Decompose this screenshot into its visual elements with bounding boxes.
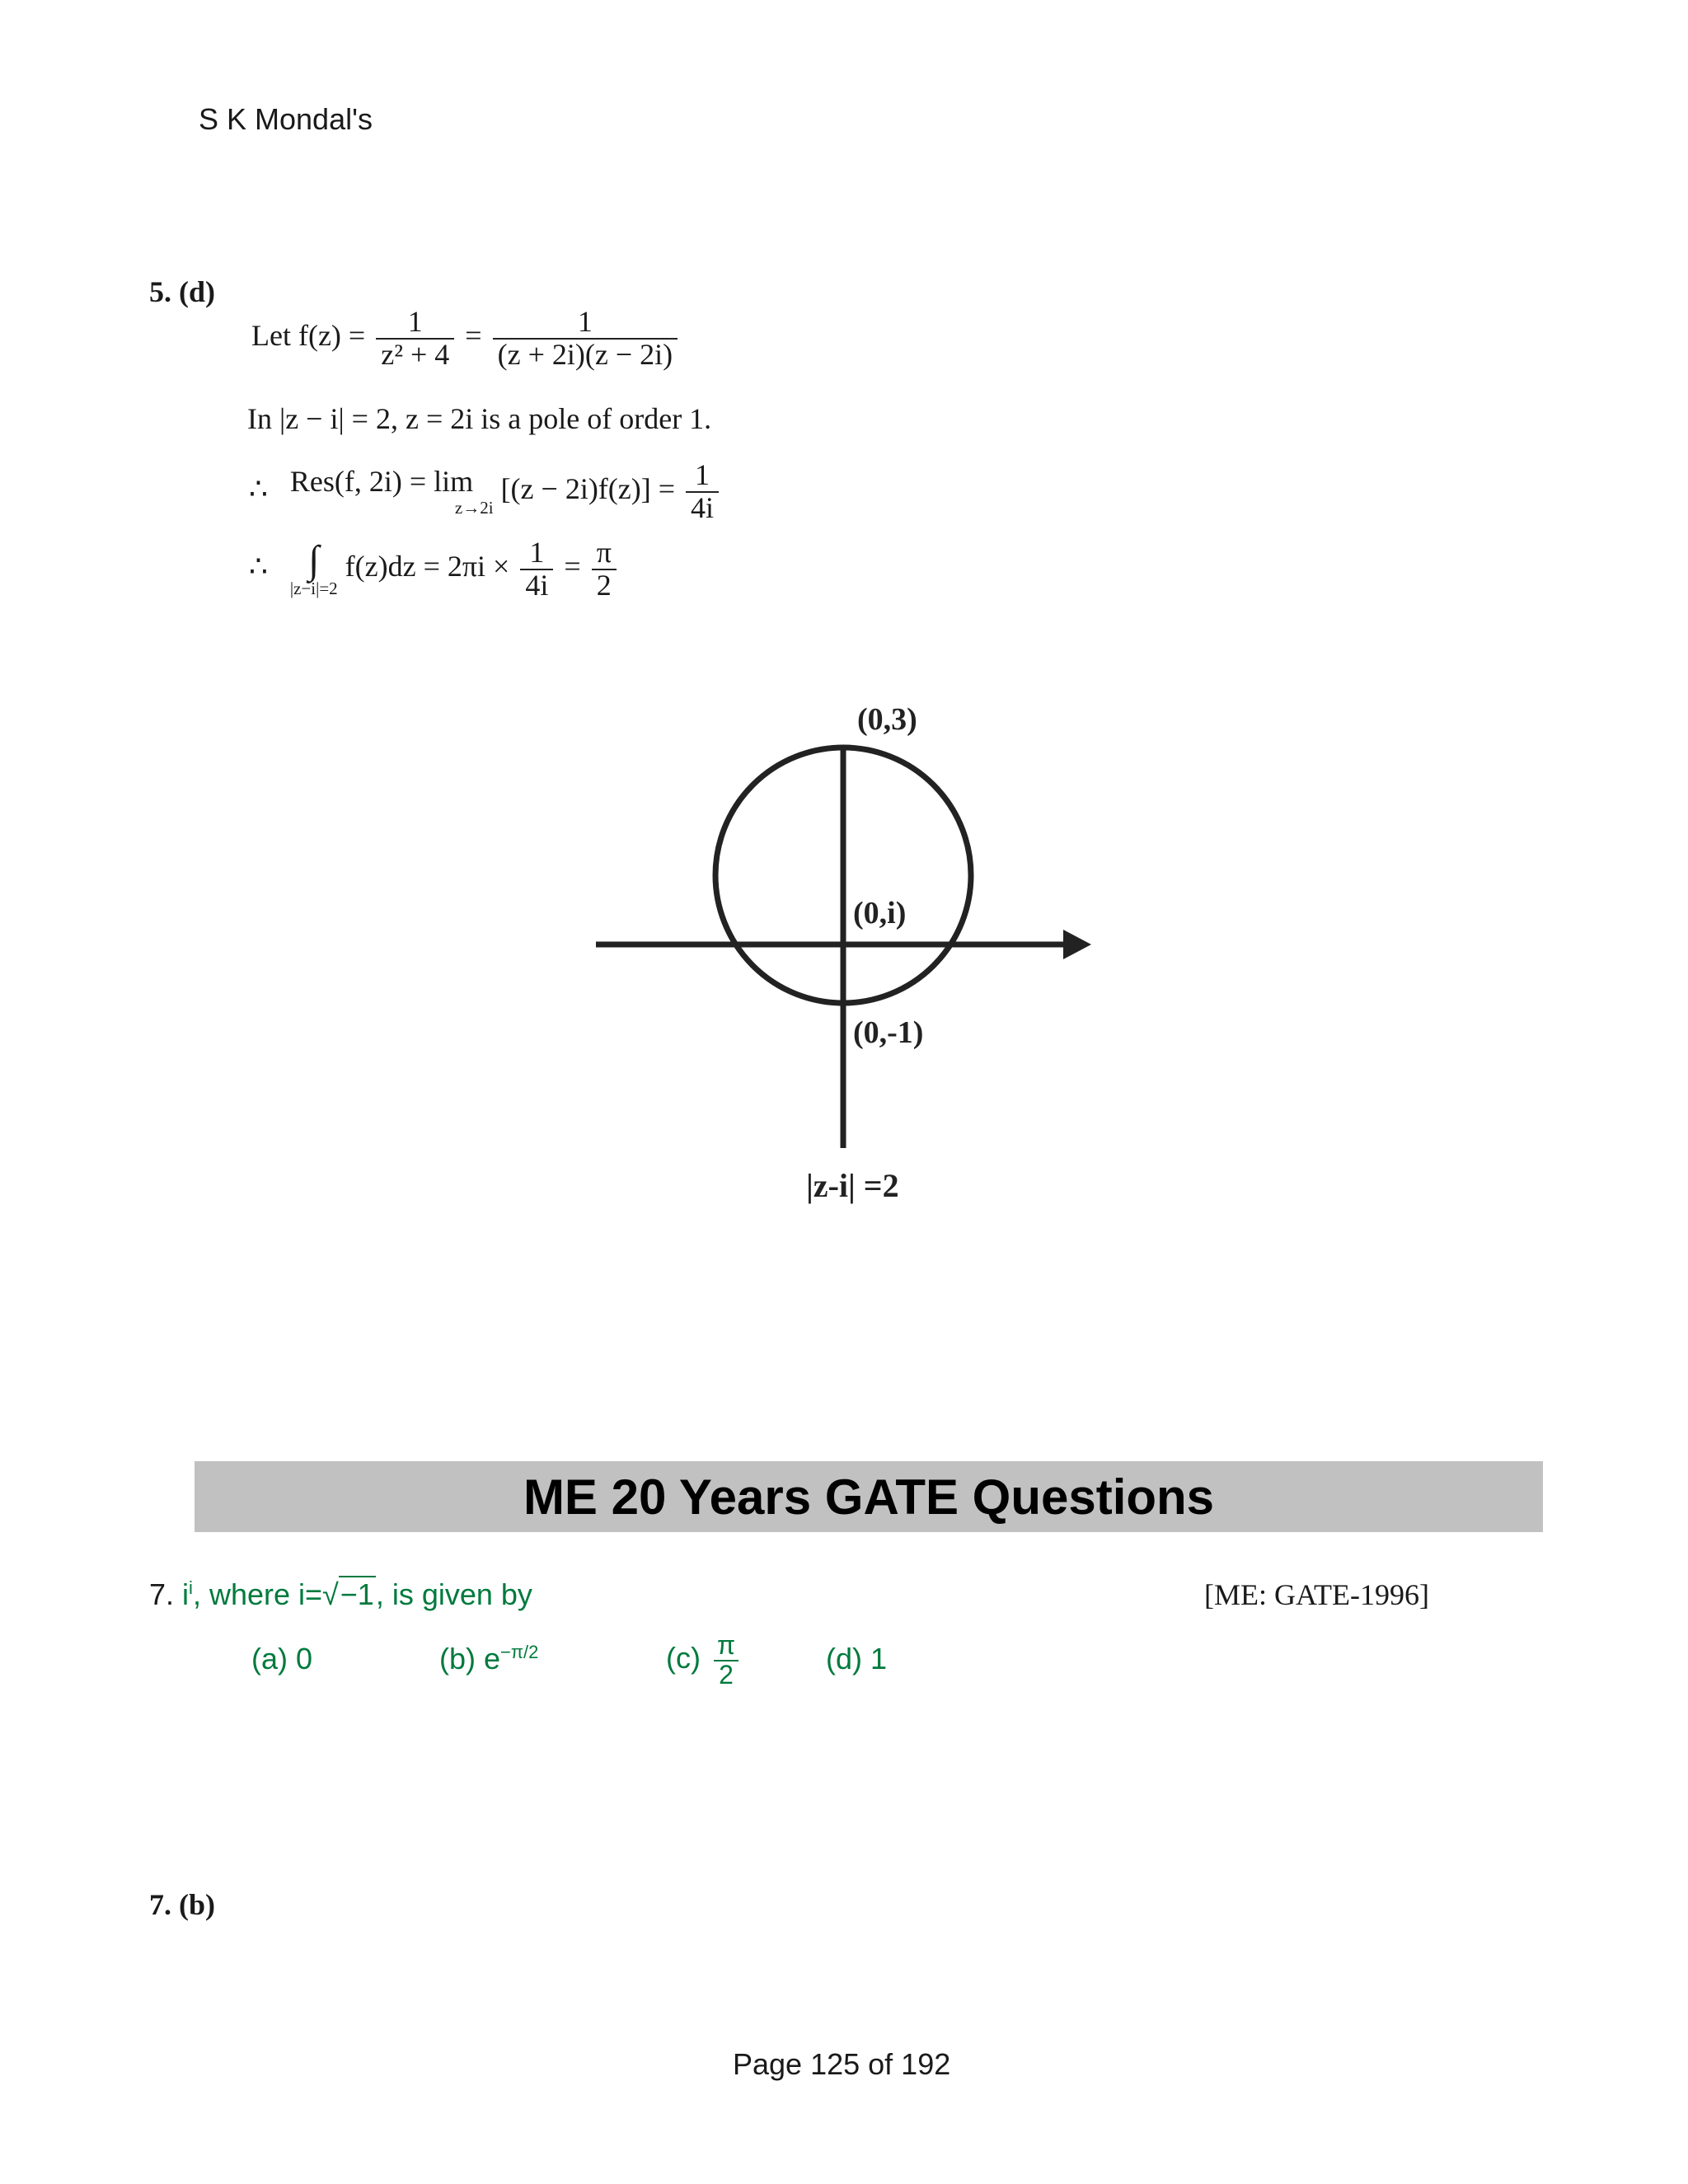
banner-title: ME 20 Years GATE Questions [523, 1469, 1215, 1525]
section-banner [195, 1461, 1543, 1532]
question-7: 7. $i^i$, where i=√−1, is given by [149, 1577, 532, 1611]
fraction-residue: $\frac{1}{4i}$ [686, 460, 719, 524]
answer-7-label: 7. (b) [149, 1888, 215, 1921]
circle-caption: |z-i| =2 [806, 1167, 899, 1204]
sqrt-sign: √ [322, 1577, 339, 1611]
option-b: (b) $e^{-\pi/2}$ [439, 1642, 539, 1675]
solution-5-line-2: In |z − i| = 2, z = 2i is a pole of order 1. [247, 402, 712, 435]
real-axis-arrow [1063, 930, 1091, 959]
exam-reference: [ME: GATE-1996] [1204, 1578, 1429, 1611]
solution-5-label: 5. (d) [149, 275, 215, 308]
label-center: (0,i) [853, 896, 907, 930]
label-top: (0,3) [857, 702, 917, 737]
option-d: (d) 1 [826, 1642, 888, 1675]
page-number: Page 125 of 192 [733, 2047, 951, 2081]
option-a: (a) 0 [251, 1642, 313, 1675]
solution-5-line-1: Let f(z) = $\frac{1}{\text{z² + 4}}$ = $\frac{1}{(z + 2i)(z - 2i)}$ [251, 307, 681, 371]
label-bottom: (0,-1) [853, 1015, 924, 1050]
fraction-2: $\frac{1}{(z + 2i)(z - 2i)}$ [493, 307, 678, 371]
solution-5-line-3: ∴ Res(f, 2i) = lim z→2i [(z − 2i)f(z)] = $\frac{1}{4i}$ [249, 460, 722, 524]
running-header: S K Mondal's [199, 102, 373, 136]
fraction-1: $\frac{1}{\text{z² + 4}}$ [376, 307, 454, 371]
solution-5-line-4: ∴ ∫ |z−i|=2 f(z)dz = 2πi × $\frac{1}{4i}$ = $\frac{\pi}{2}$ [249, 537, 620, 602]
option-c: (c) $\frac{\pi}{2}$ [666, 1632, 743, 1689]
integral-sign: ∫ [308, 538, 320, 583]
